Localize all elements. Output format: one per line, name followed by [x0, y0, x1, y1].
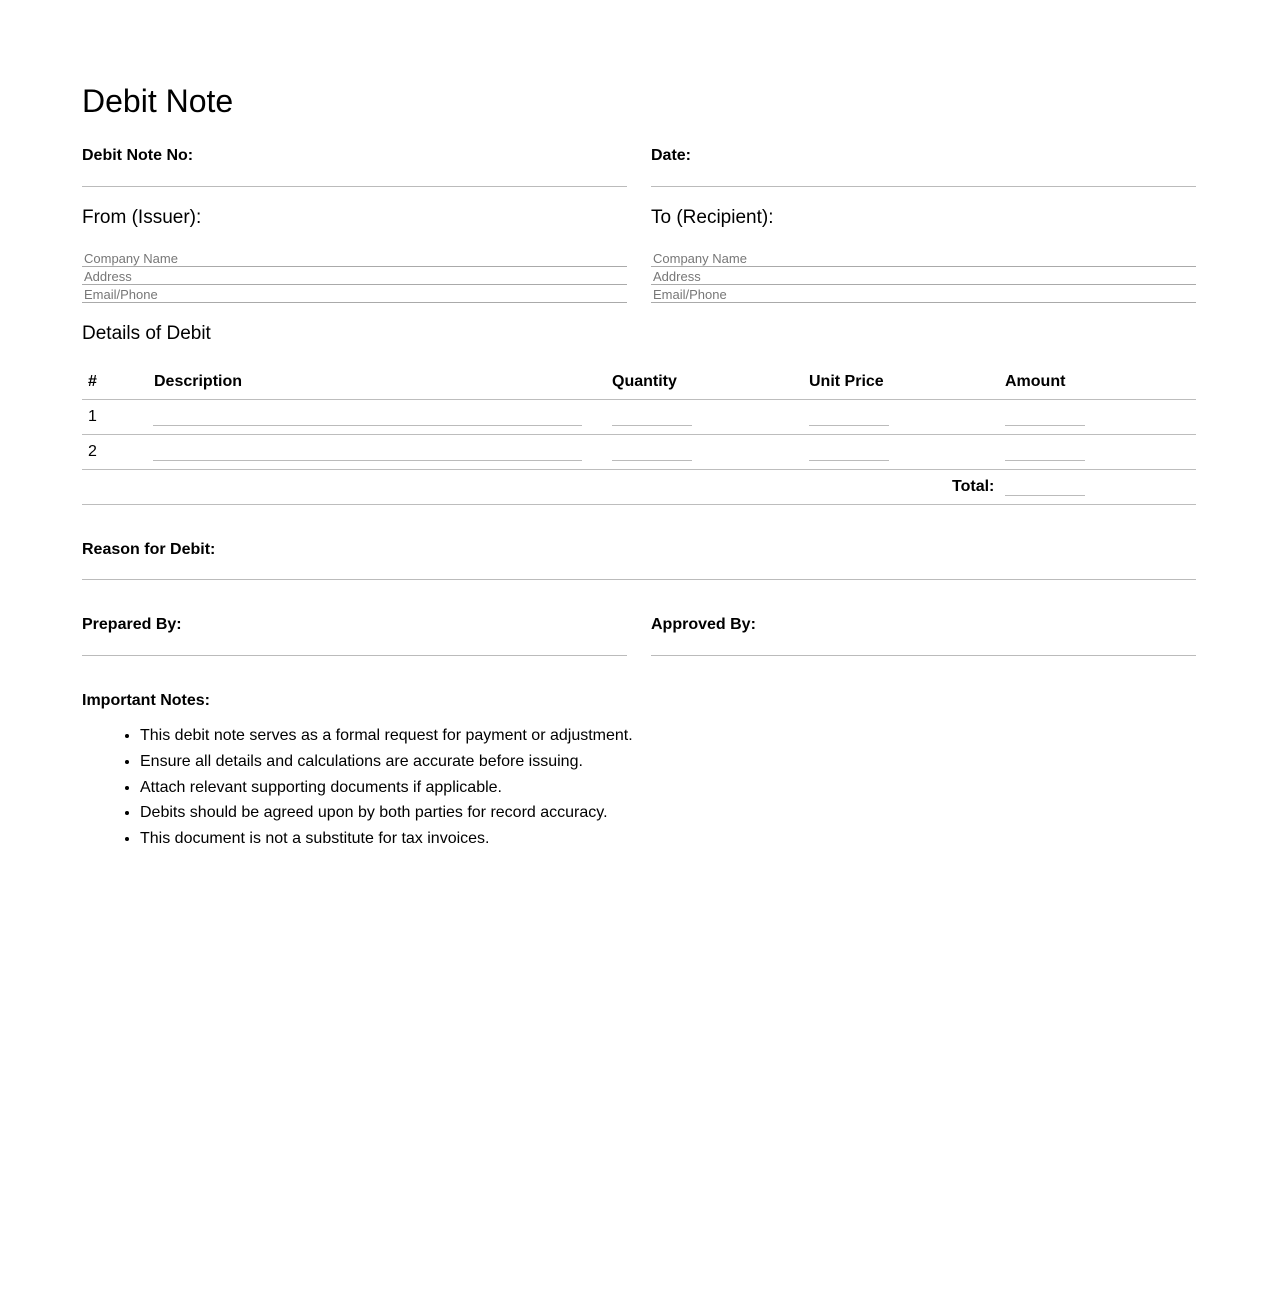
debit-note-no-line[interactable]: [82, 186, 627, 187]
note-item: • This document is not a substitute for tax invoices.: [140, 826, 633, 852]
note-item: • This debit note serves as a formal request for payment or adjustment.: [140, 723, 633, 749]
table-row-divider: [82, 469, 1196, 470]
table-row-divider: [82, 434, 1196, 435]
to-address-input[interactable]: [651, 268, 1196, 285]
from-company-input[interactable]: [82, 250, 627, 267]
important-notes-heading: Important Notes:: [82, 692, 210, 709]
from-contact-input[interactable]: [82, 286, 627, 303]
row-2-description-input[interactable]: [153, 441, 582, 461]
from-address-input[interactable]: [82, 268, 627, 285]
row-1-amount-input[interactable]: [1005, 406, 1085, 426]
to-company-input[interactable]: [651, 250, 1196, 267]
row-number: 1: [88, 408, 97, 425]
row-1-unit-price-input[interactable]: [809, 406, 889, 426]
note-item: • Debits should be agreed upon by both parties for record accuracy.: [140, 800, 633, 826]
reason-line[interactable]: [82, 579, 1196, 580]
prepared-by-label: Prepared By:: [82, 616, 182, 633]
to-heading: To (Recipient):: [651, 207, 774, 228]
debit-note-no-label: Debit Note No:: [82, 147, 194, 164]
column-header-number: #: [88, 373, 97, 390]
reason-label: Reason for Debit:: [82, 541, 216, 558]
table-bottom-divider: [82, 504, 1196, 505]
column-header-amount: Amount: [1005, 373, 1066, 390]
row-2-unit-price-input[interactable]: [809, 441, 889, 461]
page-title: Debit Note: [82, 83, 234, 119]
table-header-divider: [82, 399, 1196, 400]
row-2-amount-input[interactable]: [1005, 441, 1085, 461]
column-header-description: Description: [154, 373, 243, 390]
date-label: Date:: [651, 147, 692, 164]
prepared-by-line[interactable]: [82, 655, 627, 656]
total-label: Total:: [952, 478, 995, 495]
important-notes-list: [82, 723, 633, 852]
column-header-quantity: Quantity: [612, 373, 677, 390]
row-1-quantity-input[interactable]: [612, 406, 692, 426]
approved-by-line[interactable]: [651, 655, 1196, 656]
date-line[interactable]: [651, 186, 1196, 187]
note-item: • Ensure all details and calculations are accurate before issuing.: [140, 749, 633, 775]
to-contact-input[interactable]: [651, 286, 1196, 303]
from-heading: From (Issuer):: [82, 207, 202, 228]
column-header-unit-price: Unit Price: [809, 373, 884, 390]
approved-by-label: Approved By:: [651, 616, 756, 633]
total-amount-input[interactable]: [1005, 476, 1085, 496]
row-2-quantity-input[interactable]: [612, 441, 692, 461]
note-item: • Attach relevant supporting documents if applicable.: [140, 775, 633, 801]
row-1-description-input[interactable]: [153, 406, 582, 426]
row-number: 2: [88, 443, 97, 460]
details-heading: Details of Debit: [82, 323, 211, 344]
